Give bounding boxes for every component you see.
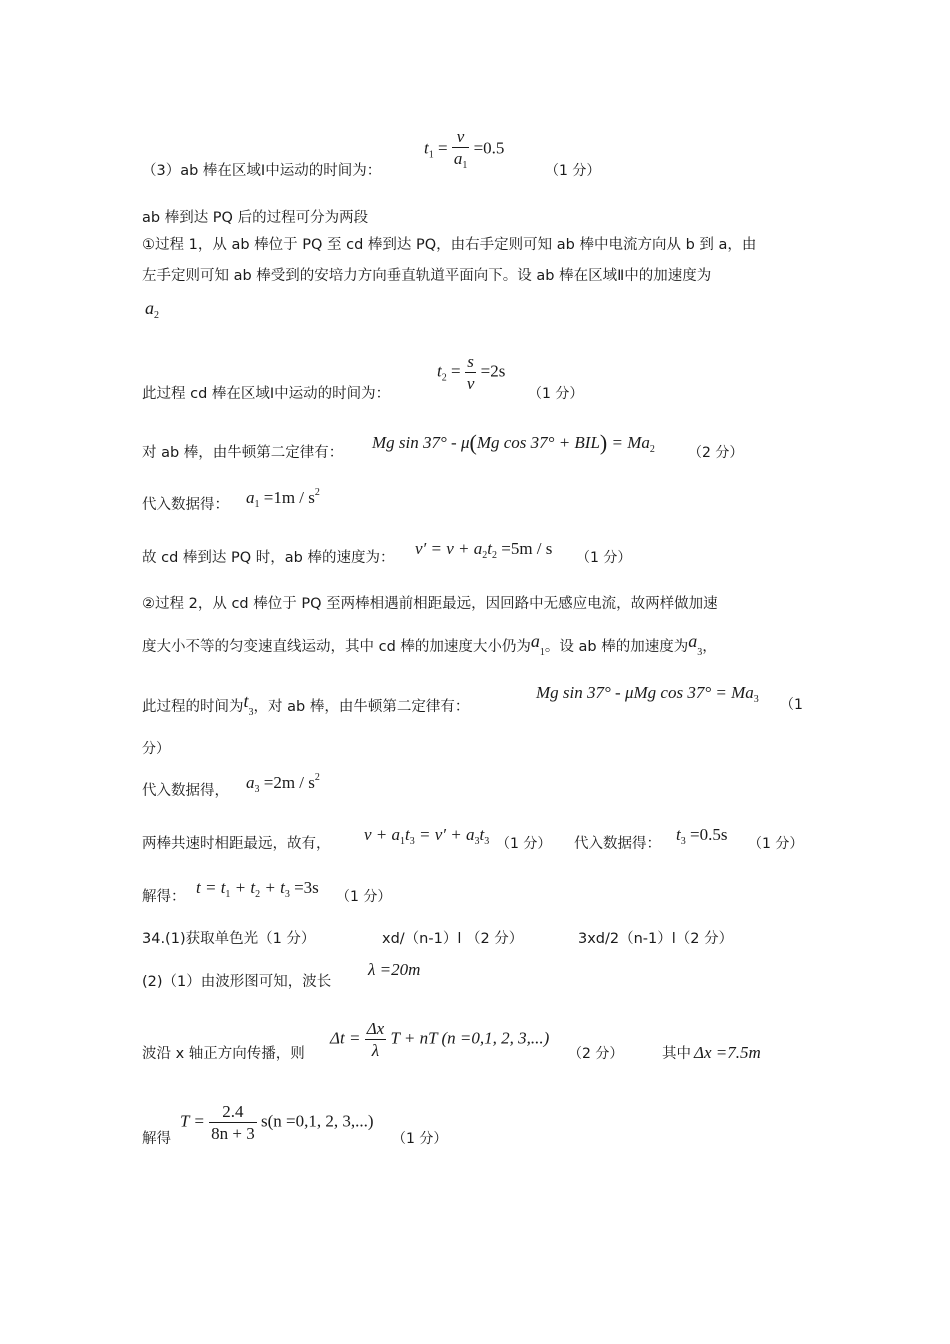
- vprime-sub2: 2: [492, 550, 497, 561]
- solve-t-equation: [196, 879, 319, 900]
- process1-a2: [145, 299, 159, 321]
- t1-den-sub: 1: [462, 160, 468, 171]
- a3-symbol: a: [246, 773, 255, 792]
- st-part-b: + t: [230, 878, 256, 897]
- vprime-sub1: 2: [482, 550, 488, 561]
- solve-t-label: 解得：: [142, 889, 186, 905]
- period-denominator: 8n + 3: [211, 1124, 255, 1143]
- period-points: （1 分）: [392, 1131, 448, 1147]
- t2-numerator: s: [467, 352, 474, 371]
- sec3-points: （1 分）: [545, 163, 601, 179]
- wave-dt-fraction: [365, 1020, 387, 1059]
- a1-label: 代入数据得：: [142, 497, 229, 513]
- newton1-sub: 2: [649, 444, 655, 455]
- a3-sub: 3: [254, 784, 260, 795]
- t1-denominator: a: [453, 149, 463, 168]
- common-speed-equation: [364, 826, 489, 847]
- a3-sup: 2: [314, 772, 320, 783]
- solve-t-points: （1 分）: [336, 889, 392, 905]
- st-sub2: 2: [255, 889, 261, 900]
- a1-sub: 1: [254, 499, 260, 510]
- period-fraction: [209, 1103, 257, 1142]
- cs-sub1: 1: [400, 836, 406, 847]
- newton2-sub: 3: [753, 694, 759, 705]
- t2-points: （1 分）: [528, 386, 584, 402]
- newton1-points: （2 分）: [688, 445, 744, 461]
- t3-value: =0.5s: [689, 825, 728, 844]
- process2-t3-sub: 3: [248, 707, 254, 718]
- cs-part-a: v + a: [364, 825, 401, 844]
- period-label: 解得: [142, 1131, 171, 1147]
- a1-equation: [246, 488, 320, 510]
- t2-value: =2s: [480, 361, 506, 381]
- t2-label: 此过程 cd 棒在区域Ⅰ中运动的时间为：: [142, 386, 391, 402]
- st-part-c: + t: [260, 878, 285, 897]
- t1-fraction: [452, 128, 470, 171]
- sec3-label: [142, 164, 381, 179]
- a2-symbol: a: [145, 298, 154, 318]
- process2-a3-symbol: a: [688, 631, 698, 651]
- a1-symbol: a: [246, 488, 255, 507]
- wave-dt-label2: 其中: [662, 1046, 691, 1062]
- process2-line2-b: 。设 ab 棒的加速度为: [544, 639, 689, 655]
- t3-sub: 3: [680, 836, 686, 847]
- st-sub3: 3: [284, 889, 290, 900]
- cs-part-d: t: [479, 825, 485, 844]
- t1-symbol: t: [424, 138, 429, 158]
- common-speed-points2: （1 分）: [748, 836, 804, 852]
- newton2-points-a: （1: [780, 697, 803, 713]
- wave-dt-denominator: λ: [371, 1041, 380, 1060]
- a1-sup: 2: [314, 487, 320, 498]
- cs-part-b: t: [405, 825, 410, 844]
- q34-part1: 34.(1)获取单色光（1 分）: [142, 931, 316, 947]
- wave-dt-label: 波沿 x 轴正方向传播，则: [142, 1046, 305, 1062]
- t1-equation: $t_1$ = $\frac{v}{a_1}$ =0.5: [424, 127, 505, 171]
- a3-equation: [246, 773, 320, 795]
- vprime-part-b: t: [487, 539, 492, 558]
- period-lhs: T =: [180, 1111, 205, 1131]
- vprime-equation: [415, 540, 552, 561]
- t1-numerator: v: [456, 127, 465, 146]
- two-stages-text: ab 棒到达 PQ 后的过程可分为两段: [142, 210, 369, 226]
- cs-sub3: 3: [474, 836, 480, 847]
- newton1-part-c: = Ma: [611, 433, 650, 452]
- wave-dt-lhs: Δt =: [330, 1028, 361, 1048]
- wave-dt-rhs: T + nT (n =0,1, 2, 3,...): [390, 1028, 550, 1048]
- newton1-equation: Mg sin 37° - μ(Mg $\cos 37^\circ + BIL) = Ma_2$: [372, 430, 655, 455]
- process2-line3-a: 此过程的时间为: [142, 699, 244, 715]
- st-part-a: t = t: [196, 878, 226, 897]
- wavelength-equation: [368, 961, 420, 978]
- process2-t3-symbol: t: [243, 691, 249, 711]
- q34-part2: xd/（n-1）l （2 分）: [382, 931, 524, 947]
- process2-line3-b: ，对 ab 棒，由牛顿第二定律有：: [253, 699, 470, 715]
- a1-value: =1m / s: [263, 488, 315, 507]
- process2-a1-symbol: a: [530, 631, 540, 651]
- newton2-points-b: 分）: [142, 741, 170, 757]
- period-equation: [180, 1103, 374, 1142]
- a2-sub: 2: [154, 310, 159, 321]
- newton1-part-b: Mg cos 37° + BIL: [476, 433, 600, 452]
- process2-line2: [142, 632, 717, 658]
- cs-sub4: 3: [484, 836, 490, 847]
- dx-equation: [694, 1044, 761, 1061]
- process2-line2-c: ，: [702, 639, 717, 655]
- t2-denominator: v: [466, 374, 475, 393]
- newton2-eq: Mg sin 37° - μMg cos 37° = Ma: [536, 683, 754, 702]
- process2-line2-a: 度大小不等的匀变速直线运动，其中 cd 棒的加速度大小仍为: [142, 639, 531, 655]
- wave-dt-equation: [330, 1020, 549, 1059]
- vprime-value: =5m / s: [497, 539, 553, 558]
- dx-value: Δx =7.5m: [694, 1043, 761, 1062]
- cs-part-c: = v′ + a: [414, 825, 475, 844]
- newton1-part-a: Mg sin 37° - μ: [372, 433, 470, 452]
- process2-line3: [142, 692, 469, 718]
- period-numerator: 2.4: [209, 1103, 257, 1123]
- t3-symbol: t: [676, 825, 681, 844]
- process2-a3-sub: 3: [697, 647, 703, 658]
- t1-value: =0.5: [473, 138, 505, 158]
- t2-sub: 2: [441, 372, 447, 384]
- vprime-part-a: v′ = v + a: [415, 539, 483, 558]
- a3-value: =2m / s: [263, 773, 315, 792]
- t2-fraction: [465, 353, 477, 392]
- newton1-label: 对 ab 棒，由牛顿第二定律有：: [142, 445, 344, 461]
- common-speed-label: 两棒共速时相距最远，故有，: [142, 836, 331, 852]
- wave-dt-points: （2 分）: [568, 1046, 624, 1062]
- t2-symbol: t: [437, 361, 442, 381]
- period-rhs: s(n =0,1, 2, 3,...): [260, 1111, 374, 1131]
- process1-line1: ①过程 1，从 ab 棒位于 PQ 至 cd 棒到达 PQ，由右手定则可知 ab 棒中电流方向从 b 到 a，由: [142, 237, 757, 253]
- st-value: =3s: [289, 878, 319, 897]
- t3-equation: [676, 826, 727, 847]
- t1-sub: 1: [428, 149, 434, 161]
- wavelength-label: (2)（1）由波形图可知，波长: [142, 974, 332, 990]
- common-speed-label2: 代入数据得：: [574, 836, 661, 852]
- sec3-text: （3）ab 棒在区域Ⅰ中运动的时间为：: [142, 163, 382, 179]
- vprime-points: （1 分）: [576, 550, 632, 566]
- vprime-label: 故 cd 棒到达 PQ 时，ab 棒的速度为：: [142, 550, 395, 566]
- st-sub1: 1: [225, 889, 231, 900]
- q34-part3: 3xd/2（n-1）l（2 分）: [578, 931, 734, 947]
- common-speed-points1: （1 分）: [496, 836, 552, 852]
- cs-sub2: 3: [409, 836, 415, 847]
- wavelength-eq: λ =20m: [368, 960, 421, 979]
- process2-line1: ②过程 2，从 cd 棒位于 PQ 至两棒相遇前相距最远，因回路中无感应电流，故两样做加速: [142, 596, 718, 612]
- process1-line2: 左手定则可知 ab 棒受到的安培力方向垂直轨道平面向下。设 ab 棒在区域Ⅱ中的加速度为: [142, 268, 712, 284]
- a3-label: 代入数据得，: [142, 783, 229, 799]
- t2-equation: $t_2$ = $\frac{s}{v}$ =2s: [437, 352, 506, 393]
- newton2-equation: [536, 684, 759, 705]
- process2-a1-sub: 1: [539, 647, 545, 658]
- wave-dt-numerator: Δx: [366, 1019, 385, 1038]
